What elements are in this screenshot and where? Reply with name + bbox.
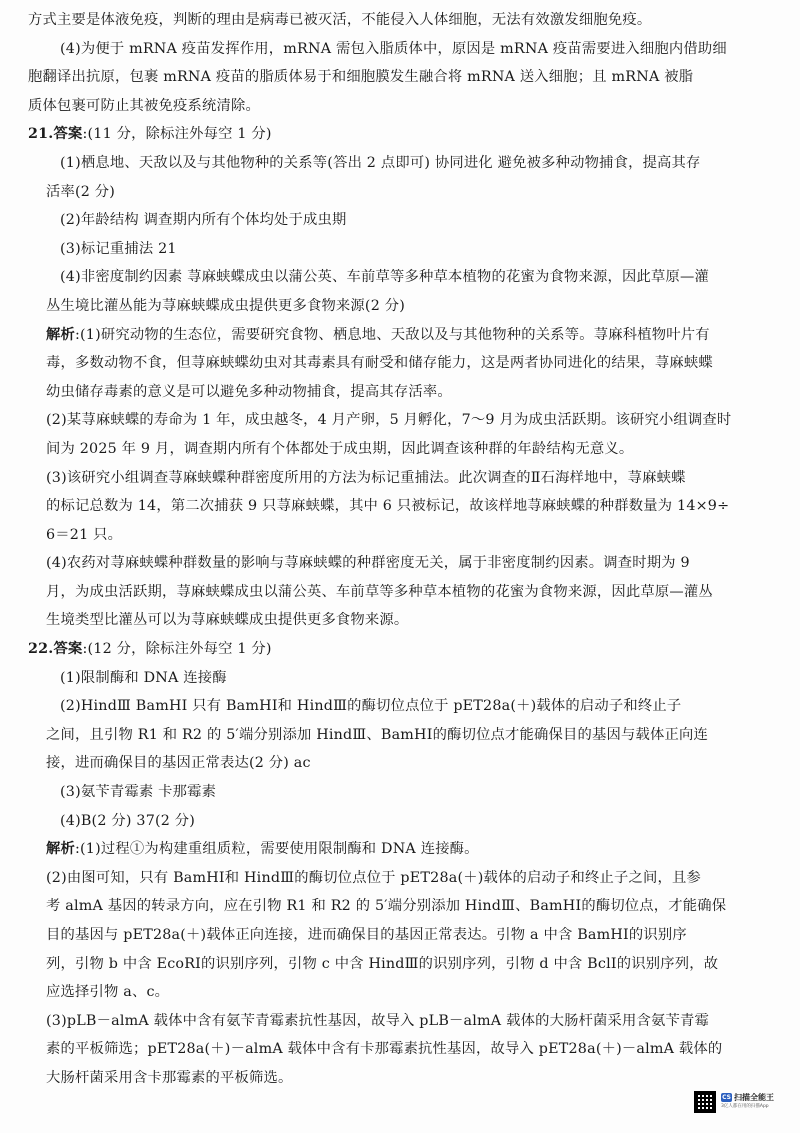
q22-analysis-line: 考 almA 基因的转录方向，应在引物 R1 和 R2 的 5′端分别添加 HindⅢ、BamHⅠ的酶切位点，才能确保 — [46, 898, 727, 915]
q22-analysis-line: 目的基因与 pET28a(＋)载体正向连接，进而确保目的基因正常表达。引物 a 中含 BamHⅠ的识别序 — [46, 927, 687, 943]
q21-score: :(11 分，除标注外每空 1 分) — [82, 126, 272, 143]
q21-analysis-line: (3)该研究小组调查荨麻蛱蝶种群密度所用的方法为标记重捕法。此次调查的Ⅱ石海样地中，荨麻蛱蝶 — [46, 469, 686, 486]
q21-header — [28, 120, 778, 149]
q22-analysis-line: 大肠杆菌采用含卡那霉素的平板筛选。 — [46, 1069, 293, 1086]
q21-analysis-line: 毒，多数动物不食，但荨麻蛱蝶幼虫对其毒素具有耐受和储存能力，这是两者协同进化的结果，荨麻蛱蝶 — [46, 355, 713, 372]
q22-answer-line: (4)B(2 分) 37(2 分) — [60, 812, 196, 829]
text-line: 方式主要是体液免疫，判断的理由是病毒已被灭活，不能侵入人体细胞，无法有效激发细胞免疫。 — [28, 12, 652, 28]
text-line: (4)为便于 mRNA 疫苗发挥作用，mRNA 需包入脂质体中，原因是 mRNA 疫苗需要进入细胞内借助细 — [60, 40, 727, 57]
q22-analysis-line: (2)由图可知，只有 BamHⅠ和 HindⅢ的酶切位点位于 pET28a(＋)载体的启动子和终止子之间，且参 — [46, 869, 701, 886]
q21-analysis-line: 的标记总数为 14，第二次捕获 9 只荨麻蛱蝶，其中 6 只被标记，故该样地荨麻蛱蝶的种群数量为 14×9÷ — [46, 498, 730, 515]
q21-analysis-first: :(1)研究动物的生态位，需要研究食物、栖息地、天敌以及与其他物种的关系等。荨麻科植物叶片有 — [75, 326, 710, 343]
q21-analysis-line: 月，为成虫活跃期，荨麻蛱蝶成虫以蒲公英、车前草等多种草本植物的花蜜为食物来源，因此草原—灌丛 — [46, 583, 713, 600]
answer-page — [28, 6, 778, 1093]
q21-answer-line: (2)年龄结构 调查期内所有个体均处于成虫期 — [60, 212, 347, 229]
q21-number: 21. — [28, 126, 54, 143]
q21-answer-line: (3)标记重捕法 21 — [60, 240, 177, 257]
q21-analysis-header — [28, 321, 778, 350]
q22-analysis-first: :(1)过程①为构建重组质粒，需要使用限制酶和 DNA 连接酶。 — [75, 841, 479, 858]
text-line: 质体包裹可防止其被免疫系统清除。 — [28, 97, 260, 114]
q22-analysis-line: (3)pLB－almA 载体中含有氨苄青霉素抗性基因，故导入 pLB－almA 载体的大肠杆菌采用含氨苄青霉 — [46, 1012, 710, 1029]
scanner-brand-slogan: 3亿人都在用的扫描App — [721, 1104, 769, 1109]
q22-answer-line: 接，进而确保目的基因正常表达(2 分) ac — [46, 755, 311, 772]
q22-answer-line: (2)HindⅢ BamHⅠ 只有 BamHⅠ和 HindⅢ的酶切位点位于 pET28a(＋)载体的启动子和终止子 — [60, 698, 682, 715]
q21-analysis-label: 解析 — [46, 326, 75, 343]
q21-answer-line: 活率(2 分) — [46, 183, 116, 200]
scanner-brand — [721, 1093, 774, 1111]
q22-analysis-line: 列，引物 b 中含 EcoRⅠ的识别序列，引物 c 中含 HindⅢ的识别序列，引物 d 中含 BclⅠ的识别序列，故 — [46, 955, 719, 972]
scanner-brand-name: 扫描全能王 — [734, 1093, 774, 1102]
q21-analysis-line: 幼虫储存毒素的意义是可以避免多种动物捕食，提高其存活率。 — [46, 383, 452, 400]
q22-analysis-line: 素的平板筛选；pET28a(＋)－almA 载体中含有卡那霉素抗性基因，故导入 pET28a(＋)－almA 载体的 — [46, 1041, 723, 1058]
scanner-watermark — [694, 1091, 774, 1113]
q22-analysis-label: 解析 — [46, 841, 75, 858]
q22-analysis-line: 应选择引物 a、c。 — [46, 984, 170, 1001]
q22-analysis-header — [28, 835, 778, 864]
qr-code-icon — [694, 1091, 716, 1113]
camscanner-logo-icon: CS — [722, 1094, 731, 1101]
q21-analysis-line: 间为 2025 年 9 月，调查期内所有个体都处于成虫期，因此调查该种群的年龄结构无意义。 — [46, 440, 634, 457]
q21-analysis-line: 6＝21 只。 — [46, 526, 123, 543]
q21-answer-line: 丛生境比灌丛能为荨麻蛱蝶成虫提供更多食物来源(2 分) — [46, 297, 406, 314]
q21-answer-line: (1)栖息地、天敌以及与其他物种的关系等(答出 2 点即可) 协同进化 避免被多种动物捕食，提高其存 — [60, 154, 701, 171]
q21-analysis-line: (4)农药对荨麻蛱蝶种群数量的影响与荨麻蛱蝶的种群密度无关，属于非密度制约因素。调查时期为 9 — [46, 555, 690, 572]
q22-number: 22. — [28, 641, 54, 658]
q22-answer-line: 之间，且引物 R1 和 R2 的 5′端分别添加 HindⅢ、BamHⅠ的酶切位点才能确保目的基因与载体正向连 — [46, 726, 709, 743]
q21-answer-label: 答案 — [53, 126, 83, 143]
q22-answer-line: (3)氨苄青霉素 卡那霉素 — [60, 784, 217, 801]
q22-score: :(12 分，除标注外每空 1 分) — [82, 641, 272, 658]
q22-header — [28, 635, 778, 664]
text-line: 胞翻译出抗原，包裹 mRNA 疫苗的脂质体易于和细胞膜发生融合将 mRNA 送入细胞；且 mRNA 被脂 — [28, 69, 694, 86]
q21-analysis-line: (2)某荨麻蛱蝶的寿命为 1 年，成虫越冬，4 月产卵，5 月孵化，7～9 月为成虫活跃期。该研究小组调查时 — [46, 412, 732, 429]
q21-answer-line: (4)非密度制约因素 荨麻蛱蝶成虫以蒲公英、车前草等多种草本植物的花蜜为食物来源，因此草原—灌 — [60, 269, 709, 286]
q22-answer-label: 答案 — [53, 641, 83, 658]
q21-analysis-line: 生境类型比灌丛可以为荨麻蛱蝶成虫提供更多食物来源。 — [46, 612, 409, 629]
q22-answer-line: (1)限制酶和 DNA 连接酶 — [60, 669, 227, 686]
